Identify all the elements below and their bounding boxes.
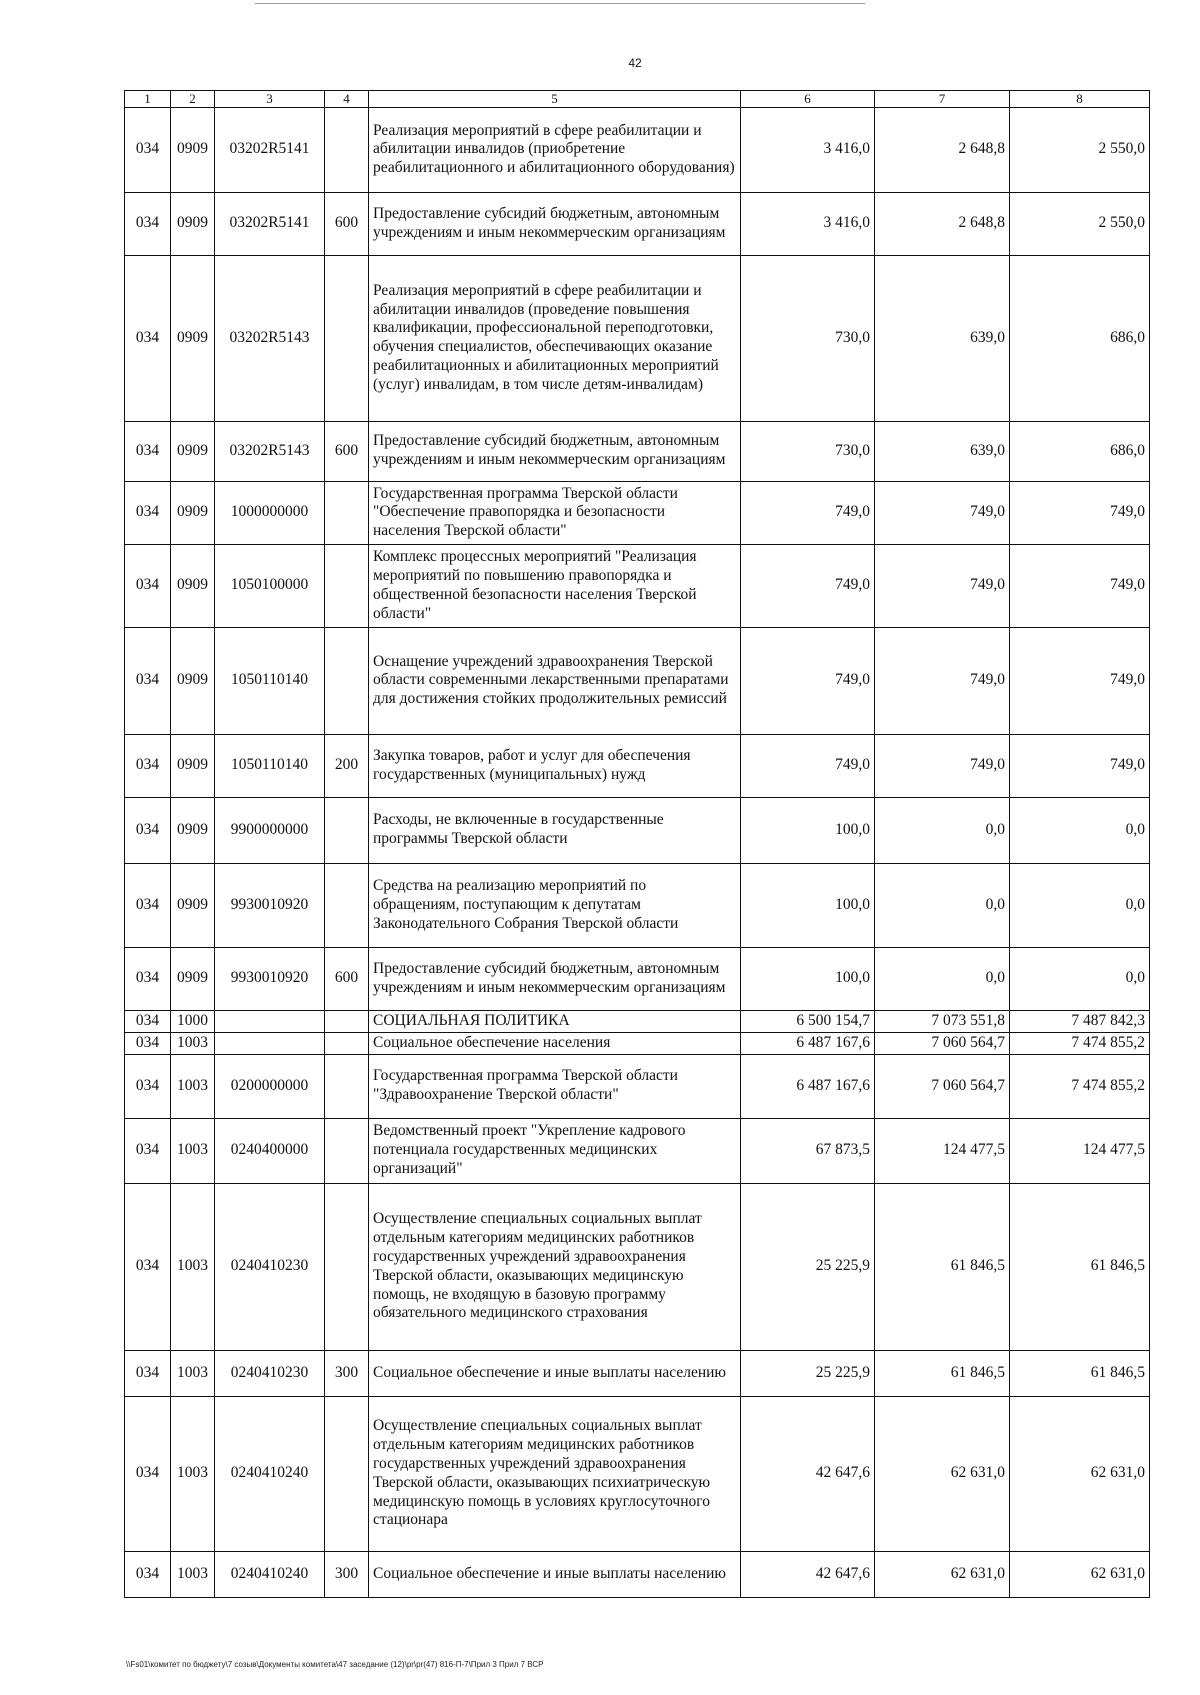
target-article-code: 03202R5143 xyxy=(215,421,325,481)
section-code: 1003 xyxy=(171,1183,215,1350)
column-header-2: 2 xyxy=(171,91,215,108)
target-article-code: 0200000000 xyxy=(215,1054,325,1118)
amount-col-6: 6 487 167,6 xyxy=(741,1032,875,1054)
amount-col-7: 7 060 564,7 xyxy=(875,1032,1010,1054)
item-description: Предоставление субсидий бюджетным, автономным учреждениям и иным некоммерческим организациям xyxy=(369,947,741,1010)
amount-col-8: 7 474 855,2 xyxy=(1010,1054,1150,1118)
amount-col-8: 686,0 xyxy=(1010,421,1150,481)
section-code: 0909 xyxy=(171,797,215,863)
ministry-code: 034 xyxy=(125,947,171,1010)
table-row xyxy=(125,863,1150,947)
amount-col-7: 7 073 551,8 xyxy=(875,1010,1010,1032)
table-row xyxy=(125,1396,1150,1551)
section-code: 0909 xyxy=(171,421,215,481)
amount-col-8: 124 477,5 xyxy=(1010,1118,1150,1183)
amount-col-8: 0,0 xyxy=(1010,863,1150,947)
column-header-5: 5 xyxy=(369,91,741,108)
expense-type-code xyxy=(325,107,369,192)
column-header-8: 8 xyxy=(1010,91,1150,108)
expense-type-code: 600 xyxy=(325,421,369,481)
amount-col-6: 42 647,6 xyxy=(741,1551,875,1597)
section-code: 0909 xyxy=(171,481,215,544)
amount-col-6: 749,0 xyxy=(741,481,875,544)
target-article-code: 03202R5141 xyxy=(215,107,325,192)
section-code: 1003 xyxy=(171,1551,215,1597)
ministry-code: 034 xyxy=(125,1183,171,1350)
target-article-code: 1050110140 xyxy=(215,627,325,734)
amount-col-7: 62 631,0 xyxy=(875,1551,1010,1597)
ministry-code: 034 xyxy=(125,734,171,797)
amount-col-8: 2 550,0 xyxy=(1010,192,1150,255)
amount-col-8: 61 846,5 xyxy=(1010,1350,1150,1396)
amount-col-7: 0,0 xyxy=(875,947,1010,1010)
amount-col-6: 749,0 xyxy=(741,627,875,734)
amount-col-8: 0,0 xyxy=(1010,947,1150,1010)
amount-col-6: 42 647,6 xyxy=(741,1396,875,1551)
ministry-code: 034 xyxy=(125,627,171,734)
ministry-code: 034 xyxy=(125,421,171,481)
item-description: Государственная программа Тверской области "Обеспечение правопорядка и безопасности населения Тверской области" xyxy=(369,481,741,544)
amount-col-8: 61 846,5 xyxy=(1010,1183,1150,1350)
section-code: 0909 xyxy=(171,734,215,797)
item-description: Государственная программа Тверской области "Здравоохранение Тверской области" xyxy=(369,1054,741,1118)
section-code: 0909 xyxy=(171,627,215,734)
target-article-code: 1000000000 xyxy=(215,481,325,544)
page-number: 42 xyxy=(628,56,642,70)
target-article-code: 0240410230 xyxy=(215,1183,325,1350)
amount-col-6: 6 487 167,6 xyxy=(741,1054,875,1118)
item-description: Закупка товаров, работ и услуг для обеспечения государственных (муниципальных) нужд xyxy=(369,734,741,797)
amount-col-7: 749,0 xyxy=(875,481,1010,544)
table-row xyxy=(125,192,1150,255)
item-description: Ведомственный проект "Укрепление кадрового потенциала государственных медицинских организаций" xyxy=(369,1118,741,1183)
target-article-code: 0240400000 xyxy=(215,1118,325,1183)
amount-col-6: 749,0 xyxy=(741,544,875,627)
target-article-code: 03202R5141 xyxy=(215,192,325,255)
item-description: Расходы, не включенные в государственные программы Тверской области xyxy=(369,797,741,863)
table-row xyxy=(125,1350,1150,1396)
amount-col-6: 25 225,9 xyxy=(741,1183,875,1350)
amount-col-8: 749,0 xyxy=(1010,627,1150,734)
column-header-3: 3 xyxy=(215,91,325,108)
ministry-code: 034 xyxy=(125,1350,171,1396)
expense-type-code xyxy=(325,255,369,421)
item-description: Комплекс процессных мероприятий "Реализация мероприятий по повышению правопорядка и общественной безопасности населения Тверской области" xyxy=(369,544,741,627)
amount-col-6: 67 873,5 xyxy=(741,1118,875,1183)
item-description: СОЦИАЛЬНАЯ ПОЛИТИКА xyxy=(369,1010,741,1032)
ministry-code: 034 xyxy=(125,1054,171,1118)
amount-col-7: 7 060 564,7 xyxy=(875,1054,1010,1118)
table-row xyxy=(125,1032,1150,1054)
item-description: Осуществление специальных социальных выплат отдельным категориям медицинских работников государственных учреждений здравоохранения Тверской области, оказывающих психиатрическую медицинскую помощь в условиях круглосуточного стационара xyxy=(369,1396,741,1551)
amount-col-6: 100,0 xyxy=(741,947,875,1010)
ministry-code: 034 xyxy=(125,481,171,544)
target-article-code xyxy=(215,1032,325,1054)
section-code: 1003 xyxy=(171,1118,215,1183)
item-description: Осуществление специальных социальных выплат отдельным категориям медицинских работников государственных учреждений здравоохранения Тверской области, оказывающих медицинскую помощь, не входящую в базовую программу обязательного медицинского страхования xyxy=(369,1183,741,1350)
amount-col-7: 639,0 xyxy=(875,255,1010,421)
item-description: Реализация мероприятий в сфере реабилитации и абилитации инвалидов (проведение повышения квалификации, профессиональной переподготовки, обучения специалистов, обеспечивающих оказание реабилитационных и абилитационных мероприятий (услуг) инвалидам, в том числе детям-инвалидам) xyxy=(369,255,741,421)
table-row xyxy=(125,1054,1150,1118)
table-row xyxy=(125,1551,1150,1597)
target-article-code: 9930010920 xyxy=(215,947,325,1010)
section-code: 1003 xyxy=(171,1054,215,1118)
expense-type-code xyxy=(325,544,369,627)
amount-col-7: 61 846,5 xyxy=(875,1350,1010,1396)
item-description: Средства на реализацию мероприятий по обращениям, поступающим к депутатам Законодательного Собрания Тверской области xyxy=(369,863,741,947)
amount-col-7: 749,0 xyxy=(875,734,1010,797)
ministry-code: 034 xyxy=(125,863,171,947)
ministry-code: 034 xyxy=(125,1010,171,1032)
target-article-code: 0240410230 xyxy=(215,1350,325,1396)
amount-col-8: 686,0 xyxy=(1010,255,1150,421)
item-description: Оснащение учреждений здравоохранения Тверской области современными лекарственными препаратами для достижения стойких продолжительных ремиссий xyxy=(369,627,741,734)
ministry-code: 034 xyxy=(125,797,171,863)
expense-type-code: 600 xyxy=(325,947,369,1010)
amount-col-7: 2 648,8 xyxy=(875,107,1010,192)
item-description: Социальное обеспечение и иные выплаты населению xyxy=(369,1551,741,1597)
budget-table xyxy=(124,90,1150,1598)
section-code: 1003 xyxy=(171,1032,215,1054)
expense-type-code xyxy=(325,863,369,947)
amount-col-7: 124 477,5 xyxy=(875,1118,1010,1183)
expense-type-code: 300 xyxy=(325,1551,369,1597)
amount-col-6: 25 225,9 xyxy=(741,1350,875,1396)
expense-type-code xyxy=(325,481,369,544)
ministry-code: 034 xyxy=(125,255,171,421)
table-row xyxy=(125,797,1150,863)
amount-col-7: 0,0 xyxy=(875,797,1010,863)
item-description: Предоставление субсидий бюджетным, автономным учреждениям и иным некоммерческим организациям xyxy=(369,192,741,255)
expense-type-code xyxy=(325,797,369,863)
amount-col-8: 749,0 xyxy=(1010,734,1150,797)
expense-type-code xyxy=(325,1054,369,1118)
amount-col-7: 749,0 xyxy=(875,627,1010,734)
section-code: 1003 xyxy=(171,1396,215,1551)
target-article-code: 9900000000 xyxy=(215,797,325,863)
amount-col-7: 749,0 xyxy=(875,544,1010,627)
amount-col-8: 749,0 xyxy=(1010,481,1150,544)
table-row xyxy=(125,107,1150,192)
section-code: 0909 xyxy=(171,107,215,192)
expense-type-code: 200 xyxy=(325,734,369,797)
section-code: 1003 xyxy=(171,1350,215,1396)
target-article-code: 1050110140 xyxy=(215,734,325,797)
amount-col-7: 0,0 xyxy=(875,863,1010,947)
amount-col-8: 62 631,0 xyxy=(1010,1396,1150,1551)
table-row xyxy=(125,544,1150,627)
amount-col-8: 0,0 xyxy=(1010,797,1150,863)
expense-type-code xyxy=(325,1396,369,1551)
target-article-code: 0240410240 xyxy=(215,1396,325,1551)
amount-col-7: 2 648,8 xyxy=(875,192,1010,255)
expense-type-code: 300 xyxy=(325,1350,369,1396)
item-description: Социальное обеспечение и иные выплаты населению xyxy=(369,1350,741,1396)
expense-type-code xyxy=(325,1032,369,1054)
amount-col-7: 62 631,0 xyxy=(875,1396,1010,1551)
expense-type-code xyxy=(325,1183,369,1350)
column-number-row xyxy=(125,91,1150,108)
table-row xyxy=(125,1118,1150,1183)
column-header-4: 4 xyxy=(325,91,369,108)
amount-col-8: 2 550,0 xyxy=(1010,107,1150,192)
amount-col-6: 100,0 xyxy=(741,863,875,947)
file-path-footer: \\Fs01\комитет по бюджету\7 созыв\Документы комитета\47 заседание (12)\pr\pr(47) 816-П-7\Прил 3 Прил 7 ВСР xyxy=(126,1660,544,1669)
ministry-code: 034 xyxy=(125,192,171,255)
amount-col-6: 730,0 xyxy=(741,255,875,421)
amount-col-6: 6 500 154,7 xyxy=(741,1010,875,1032)
table-row xyxy=(125,734,1150,797)
section-code: 0909 xyxy=(171,192,215,255)
target-article-code: 0240410240 xyxy=(215,1551,325,1597)
ministry-code: 034 xyxy=(125,1551,171,1597)
table-row xyxy=(125,481,1150,544)
expense-type-code xyxy=(325,627,369,734)
amount-col-7: 61 846,5 xyxy=(875,1183,1010,1350)
ministry-code: 034 xyxy=(125,1396,171,1551)
table-row xyxy=(125,947,1150,1010)
amount-col-6: 3 416,0 xyxy=(741,107,875,192)
amount-col-8: 7 474 855,2 xyxy=(1010,1032,1150,1054)
ministry-code: 034 xyxy=(125,1118,171,1183)
section-code: 0909 xyxy=(171,255,215,421)
amount-col-7: 639,0 xyxy=(875,421,1010,481)
amount-col-6: 3 416,0 xyxy=(741,192,875,255)
item-description: Социальное обеспечение населения xyxy=(369,1032,741,1054)
table-row xyxy=(125,1010,1150,1032)
table-row xyxy=(125,627,1150,734)
section-code: 0909 xyxy=(171,544,215,627)
item-description: Реализация мероприятий в сфере реабилитации и абилитации инвалидов (приобретение реабилитационного и абилитационного оборудования) xyxy=(369,107,741,192)
expense-type-code xyxy=(325,1118,369,1183)
item-description: Предоставление субсидий бюджетным, автономным учреждениям и иным некоммерческим организациям xyxy=(369,421,741,481)
section-code: 1000 xyxy=(171,1010,215,1032)
amount-col-8: 749,0 xyxy=(1010,544,1150,627)
target-article-code: 03202R5143 xyxy=(215,255,325,421)
ministry-code: 034 xyxy=(125,544,171,627)
table-row xyxy=(125,421,1150,481)
target-article-code: 9930010920 xyxy=(215,863,325,947)
target-article-code: 1050100000 xyxy=(215,544,325,627)
column-header-1: 1 xyxy=(125,91,171,108)
amount-col-8: 7 487 842,3 xyxy=(1010,1010,1150,1032)
ministry-code: 034 xyxy=(125,107,171,192)
expense-type-code xyxy=(325,1010,369,1032)
section-code: 0909 xyxy=(171,947,215,1010)
scan-top-line xyxy=(255,3,865,4)
section-code: 0909 xyxy=(171,863,215,947)
amount-col-6: 100,0 xyxy=(741,797,875,863)
amount-col-6: 749,0 xyxy=(741,734,875,797)
column-header-7: 7 xyxy=(875,91,1010,108)
column-header-6: 6 xyxy=(741,91,875,108)
amount-col-8: 62 631,0 xyxy=(1010,1551,1150,1597)
ministry-code: 034 xyxy=(125,1032,171,1054)
target-article-code xyxy=(215,1010,325,1032)
table-row xyxy=(125,255,1150,421)
expense-type-code: 600 xyxy=(325,192,369,255)
table-row xyxy=(125,1183,1150,1350)
amount-col-6: 730,0 xyxy=(741,421,875,481)
